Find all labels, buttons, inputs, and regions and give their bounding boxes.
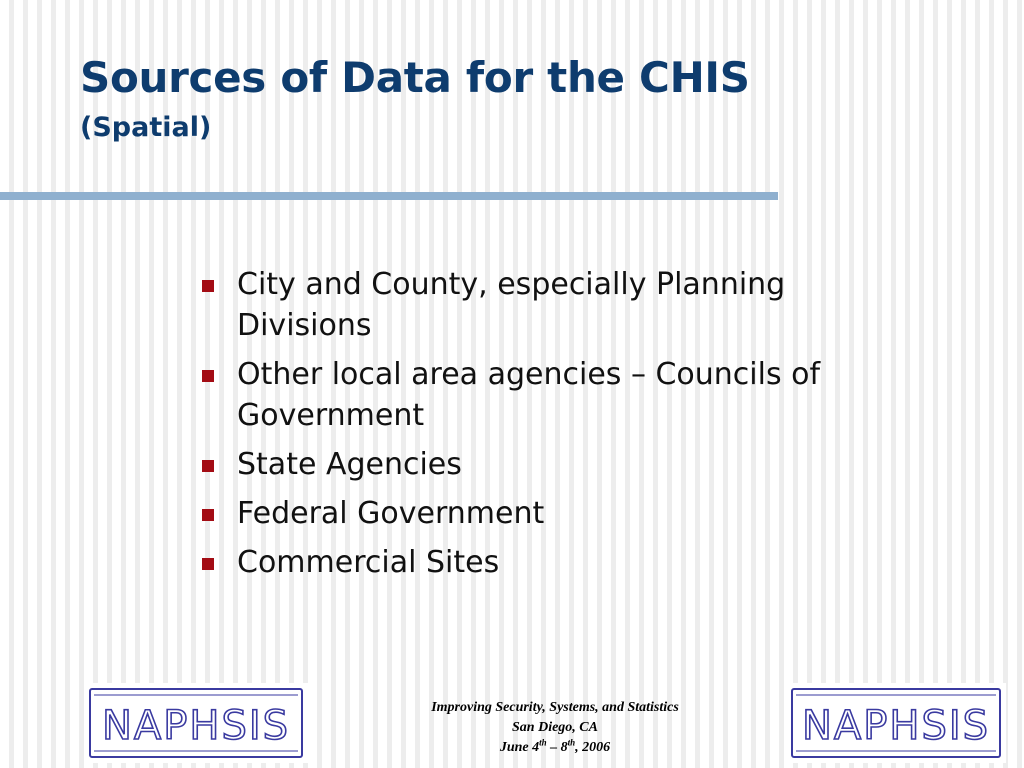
footer-date-sup-1: th — [539, 737, 547, 748]
bullet-text: Federal Government — [237, 496, 545, 531]
footer-date-mid: – 8 — [546, 740, 568, 755]
bullet-text: Commercial Sites — [237, 545, 500, 580]
bullet-item — [198, 493, 898, 534]
bullet-item — [198, 264, 898, 346]
logo-lettering: NAPHSIS — [801, 703, 991, 749]
footer-date-prefix: June 4 — [499, 740, 540, 755]
square-bullet-icon — [202, 509, 214, 521]
footer-date-sup-2: th — [567, 737, 576, 748]
naphsis-logo-right — [786, 683, 1006, 763]
bullet-item — [198, 444, 898, 485]
bullet-text: Other local area agencies – Councils of Government — [237, 357, 821, 433]
footer-date-suffix: , 2006 — [575, 740, 611, 755]
square-bullet-icon — [202, 370, 214, 382]
square-bullet-icon — [202, 460, 214, 472]
bullet-text: State Agencies — [237, 447, 462, 482]
bullet-item — [198, 542, 898, 583]
square-bullet-icon — [202, 280, 214, 292]
bullet-list — [198, 264, 898, 591]
naphsis-logo-icon — [786, 683, 1006, 763]
footer-line-1: Improving Security, Systems, and Statistics — [431, 700, 679, 715]
footer-date — [340, 738, 770, 758]
slide-title: Sources of Data for the CHIS — [80, 53, 750, 102]
title-divider — [0, 192, 778, 200]
bullet-item — [198, 354, 898, 436]
footer-line-2: San Diego, CA — [512, 720, 598, 735]
naphsis-logo-left — [84, 683, 308, 763]
logo-lettering: NAPHSIS — [101, 703, 291, 749]
square-bullet-icon — [202, 558, 214, 570]
footer — [340, 698, 770, 758]
naphsis-logo-icon — [84, 683, 308, 763]
bullet-text: City and County, especially Planning Divisions — [237, 267, 786, 343]
slide-subtitle: (Spatial) — [80, 112, 212, 143]
